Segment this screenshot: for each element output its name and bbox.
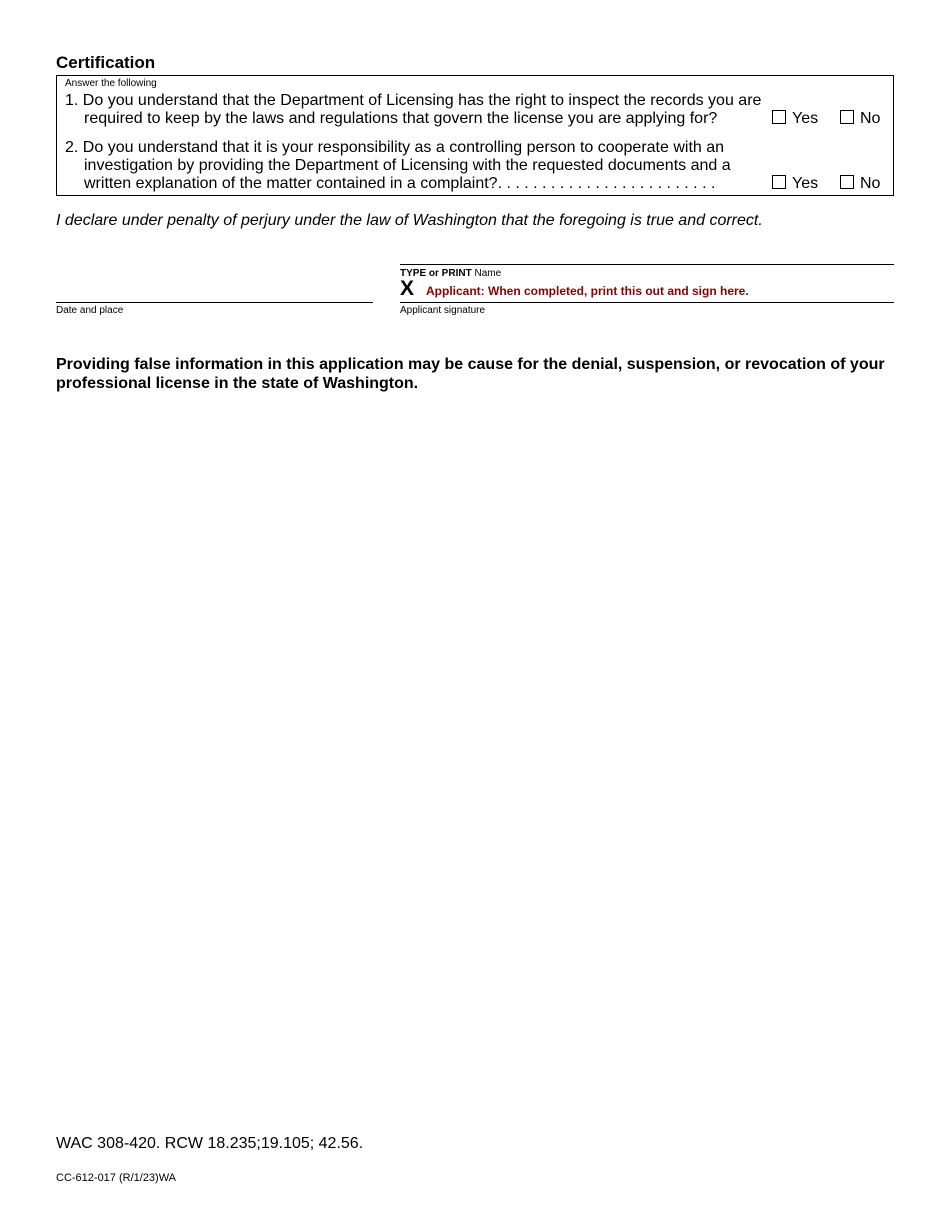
q1-yes-option[interactable]: [772, 110, 818, 128]
sign-note: Applicant: When completed, print this out and sign here.: [426, 284, 749, 298]
question-2-line-2: investigation by providing the Department of Licensing with the requested documents and a: [84, 157, 731, 174]
q1-no-checkbox[interactable]: [840, 110, 854, 124]
sign-mark: X: [400, 277, 415, 300]
question-1-line-2: required to keep by the laws and regulations that govern the license you are applying for?: [84, 110, 718, 127]
q1-no-option[interactable]: [840, 110, 880, 128]
signature-line[interactable]: [400, 302, 894, 303]
q2-no-checkbox[interactable]: [840, 175, 854, 189]
name-label: Name: [471, 268, 502, 279]
warning-text: Providing false information in this application may be cause for the denial, suspension, or revocation of your professional license in the state of Washington.: [56, 356, 885, 392]
date-line[interactable]: [56, 302, 373, 303]
q2-yes-option[interactable]: [772, 175, 818, 193]
wac-reference: WAC 308-420. RCW 18.235;19.105; 42.56.: [56, 1135, 364, 1152]
no-label: No: [860, 110, 881, 127]
question-2-line-3: written explanation of the matter contained in a complaint?. . . . . . . . . . . . . . . . . . . . . . . . .: [84, 175, 716, 192]
no-label: No: [860, 175, 881, 192]
form-id: CC-612-017 (R/1/23)WA: [56, 1172, 177, 1184]
q2-no-option[interactable]: [840, 175, 880, 193]
question-2-line-1: 2. Do you understand that it is your responsibility as a controlling person to cooperate with an: [65, 139, 725, 156]
yes-label: Yes: [792, 175, 819, 192]
question-1-line-1: 1. Do you understand that the Department of Licensing has the right to inspect the records you are: [65, 92, 762, 109]
q1-yes-checkbox[interactable]: [772, 110, 786, 124]
declaration: I declare under penalty of perjury under the law of Washington that the foregoing is true and correct.: [56, 212, 763, 229]
date-label: Date and place: [56, 305, 124, 316]
name-line: [400, 264, 894, 265]
section-title: Certification: [56, 53, 156, 72]
name-field[interactable]: [400, 268, 501, 279]
signature-label: Applicant signature: [400, 305, 486, 316]
name-label-bold: TYPE or PRINT: [400, 268, 472, 279]
q2-yes-checkbox[interactable]: [772, 175, 786, 189]
yes-label: Yes: [792, 110, 819, 127]
instruction: Answer the following: [65, 78, 157, 89]
